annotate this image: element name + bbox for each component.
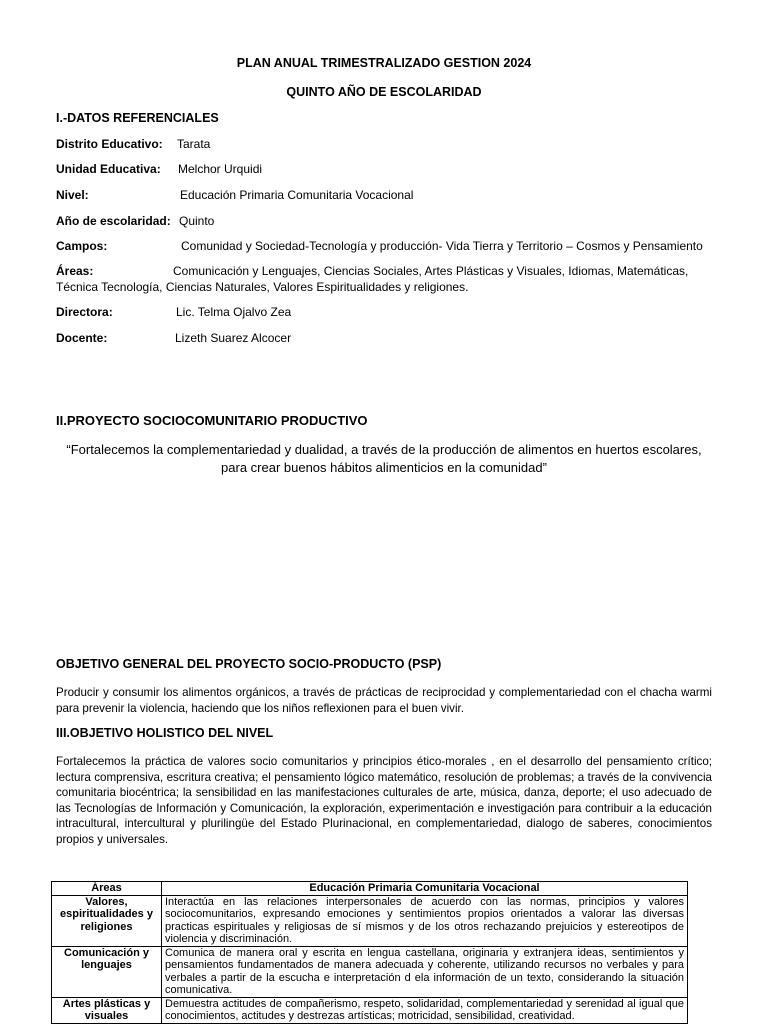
field-label: Unidad Educativa: [56, 162, 161, 176]
field-label: Docente: [56, 331, 108, 345]
field-value: Tarata [177, 137, 211, 151]
table-row [52, 946, 688, 997]
field-value: Educación Primaria Comunitaria Vocacional [180, 188, 414, 202]
table-cell-area: Artes plásticas y visuales [52, 997, 162, 1023]
table-header-areas: Áreas [52, 882, 162, 896]
table-cell-text: Demuestra actitudes de compañerismo, respeto, solidaridad, complementariedad y serenidad al igual que conocimientos, actitudes y destrezas artísticas; motricidad, sensibilidad, creatividad. [162, 997, 688, 1023]
objetivo-text: Producir y consumir los alimentos orgánicos, a través de prácticas de reciprocidad y complementariedad con el chacha warmi para prevenir la violencia, haciendo que los niños reflexionen para el buen vivir. [56, 686, 712, 715]
field-anio [56, 214, 215, 228]
section3-text: Fortalecemos la práctica de valores socio comunitarios y principios ético-morales , en el desarrollo del pensamiento crítico; lectura comprensiva, escritura creativa; el pensamiento lógico matemático, resolución de problemas; a través de la convivencia comunitaria biocéntrica; la sensibilidad en las manifestaciones culturales de arte, música, danza, deporte; el uso adecuado de las Tecnologías de Información y Comunicación, la exploración, experimentación e investigación para contribuir a la educación intracultural, intercultural y plurilingüe del Estado Plurinacional, en complementariedad, dialogo de saberes, conocimientos propios y universales. [56, 755, 712, 846]
table-row [52, 895, 688, 946]
field-areas [56, 264, 716, 295]
field-label: Áreas: [56, 264, 94, 278]
table-cell-area: Comunicación y lenguajes [52, 946, 162, 997]
field-value: Quinto [179, 214, 215, 228]
field-value: Lizeth Suarez Alcocer [175, 331, 292, 345]
field-label: Distrito Educativo: [56, 137, 163, 151]
areas-table [51, 881, 688, 1024]
field-label: Campos: [56, 239, 108, 253]
field-unidad [56, 162, 263, 176]
objetivo-heading: OBJETIVO GENERAL DEL PROYECTO SOCIO-PRODUCTO (PSP) [56, 657, 442, 671]
document-title: PLAN ANUAL TRIMESTRALIZADO GESTION 2024 [236, 56, 532, 70]
field-directora [56, 305, 292, 319]
project-quote: “Fortalecemos la complementariedad y dualidad, a través de la producción de alimentos en huertos escolares, para crear buenos hábitos alimenticios en la comunidad” [66, 442, 702, 475]
field-distrito [56, 137, 211, 151]
field-value: Melchor Urquidi [178, 162, 263, 176]
table-cell-text: Comunica de manera oral y escrita en lengua castellana, originaria y extranjera ideas, sentimientos y pensamientos fundamentados de manera adecuada y coherente, utilizando recursos no verbales y para verbales a partir de la escucha e interpretación d ela información de un texto, considerando la situación comunicativa. [162, 946, 688, 997]
field-nivel [56, 188, 414, 202]
table-cell-area: Valores, espiritualidades y religiones [52, 895, 162, 946]
field-value: Comunicación y Lenguajes, Ciencias Sociales, Artes Plásticas y Visuales, Idiomas, Matemáticas, Técnica Tecnología, Ciencias Naturales, Valores Espiritualidades y religiones. [56, 264, 689, 294]
field-value: Comunidad y Sociedad-Tecnología y producción- Vida Tierra y Territorio – Cosmos y Pensamiento [181, 239, 703, 253]
section3-heading: III.OBJETIVO HOLISTICO DEL NIVEL [56, 726, 274, 740]
field-label: Año de escolaridad: [56, 214, 171, 228]
table-cell-text: Interactúa en las relaciones interpersonales de acuerdo con las normas, principios y valores sociocomunitarios, expresando emociones y sentimientos propios orientados a valorar las diversas practicas espirituales y religiosas de sí mismos y de los otros rechazando prejuicios y estereotipos de violencia y discriminación. [162, 895, 688, 946]
table-header-row [52, 882, 688, 896]
field-value: Lic. Telma Ojalvo Zea [176, 305, 292, 319]
table-header-nivel: Educación Primaria Comunitaria Vocacional [162, 882, 688, 896]
section1-heading: I.-DATOS REFERENCIALES [56, 111, 219, 125]
field-label: Directora: [56, 305, 113, 319]
section2-heading: II.PROYECTO SOCIOCOMUNITARIO PRODUCTIVO [56, 413, 368, 428]
table-row [52, 997, 688, 1023]
field-campos [56, 239, 703, 253]
document-subtitle: QUINTO AÑO DE ESCOLARIDAD [286, 85, 482, 99]
field-docente [56, 331, 292, 345]
field-label: Nivel: [56, 188, 89, 202]
